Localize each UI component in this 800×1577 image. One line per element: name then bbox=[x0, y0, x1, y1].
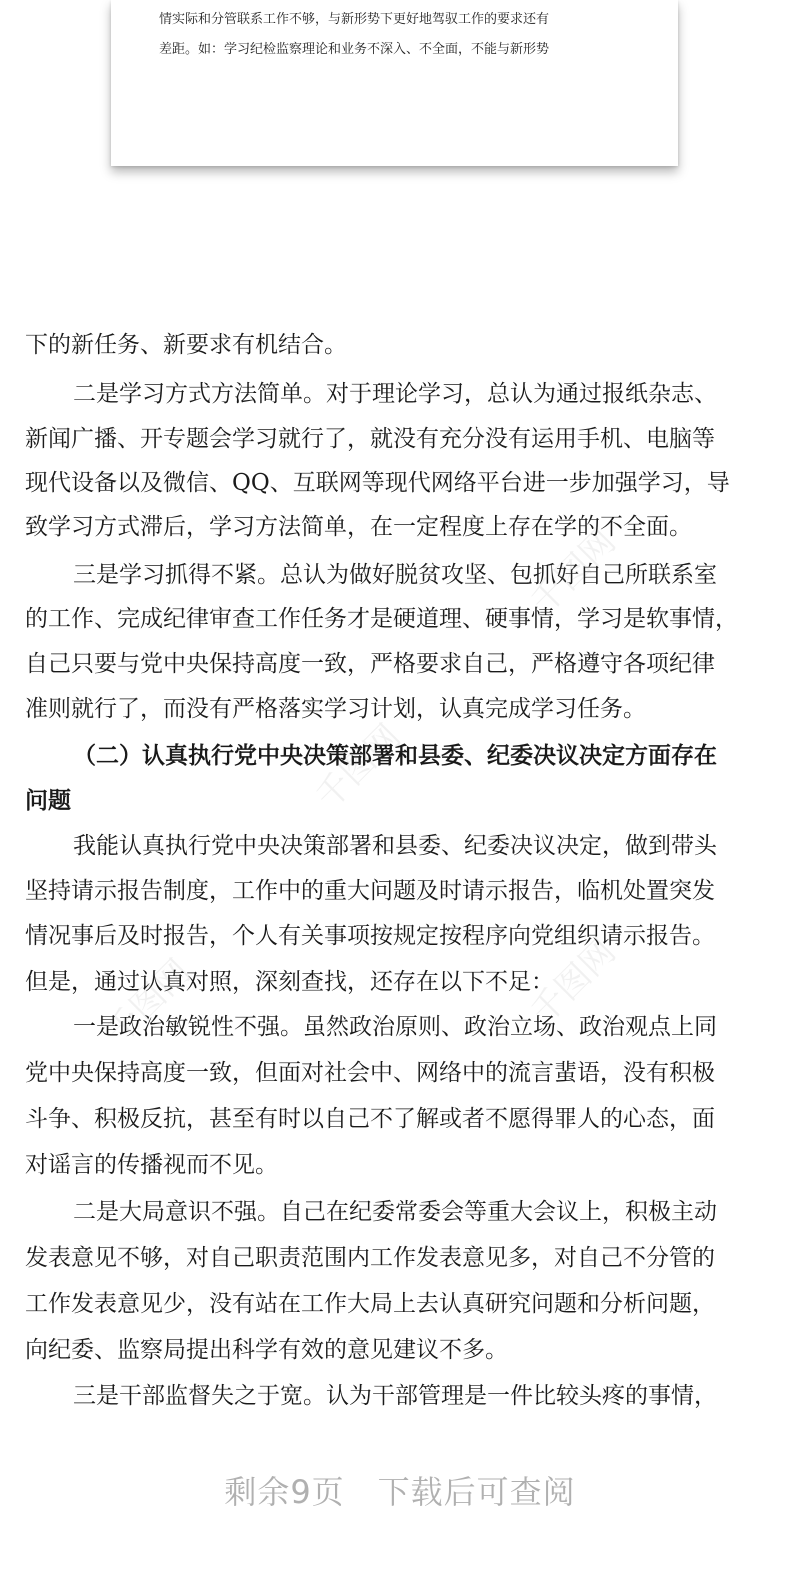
body-line: 二是学习方式方法简单。对于理论学习，总认为通过报纸杂志、 bbox=[73, 381, 717, 407]
watermark: 千图网 bbox=[523, 931, 624, 1033]
preview-page-card bbox=[111, 0, 678, 166]
preview-line: 情实际和分管联系工作不够，与新形势下更好地驾驭工作的要求还有 bbox=[159, 12, 550, 27]
body-line: 二是大局意识不强。自己在纪委常委会等重大会议上，积极主动 bbox=[73, 1199, 717, 1225]
body-line: 三是学习抓得不紧。总认为做好脱贫攻坚、包抓好自己所联系室 bbox=[73, 562, 717, 588]
body-line: 下的新任务、新要求有机结合。 bbox=[25, 332, 347, 358]
watermark: 千图网 bbox=[308, 716, 409, 818]
body-line: 工作发表意见少，没有站在工作大局上去认真研究问题和分析问题， bbox=[25, 1291, 715, 1317]
body-line: 但是，通过认真对照，深刻查找，还存在以下不足： bbox=[25, 969, 554, 995]
body-line: 三是干部监督失之于宽。认为干部管理是一件比较头疼的事情， bbox=[73, 1383, 717, 1409]
body-line: 对谣言的传播视而不见。 bbox=[25, 1152, 278, 1178]
body-line: 一是政治敏锐性不强。虽然政治原则、政治立场、政治观点上同 bbox=[73, 1014, 717, 1040]
preview-line: 差距。如：学习纪检监察理论和业务不深入、不全面，不能与新形势 bbox=[159, 42, 550, 57]
body-line: 我能认真执行党中央决策部署和县委、纪委决议决定，做到带头 bbox=[73, 833, 717, 859]
body-line: 发表意见不够，对自己职责范围内工作发表意见多，对自己不分管的 bbox=[25, 1245, 715, 1271]
watermark: 千图网 bbox=[523, 521, 624, 623]
body-line: 党中央保持高度一致，但面对社会中、网络中的流言蜚语，没有积极 bbox=[25, 1060, 715, 1086]
body-line: 新闻广播、开专题会学习就行了，就没有充分没有运用手机、电脑等 bbox=[25, 426, 715, 452]
body-line: 向纪委、监察局提出科学有效的意见建议不多。 bbox=[25, 1337, 508, 1363]
body-line: 情况事后及时报告，个人有关事项按规定按程序向党组织请示报告。 bbox=[25, 923, 715, 949]
body-line: 致学习方式滞后，学习方法简单，在一定程度上存在学的不全面。 bbox=[25, 514, 692, 540]
body-line: 现代设备以及微信、QQ、互联网等现代网络平台进一步加强学习，导 bbox=[25, 470, 730, 496]
body-line: 坚持请示报告制度，工作中的重大问题及时请示报告，临机处置突发 bbox=[25, 878, 715, 904]
body-line: 准则就行了，而没有严格落实学习计划，认真完成学习任务。 bbox=[25, 696, 646, 722]
body-line: 的工作、完成纪律审查工作任务才是硬道理、硬事情，学习是软事情， bbox=[25, 606, 738, 632]
remaining-pages-notice[interactable]: 剩余9页 下载后可查阅 bbox=[224, 1473, 576, 1511]
body-line: 斗争、积极反抗，甚至有时以自己不了解或者不愿得罪人的心态，面 bbox=[25, 1106, 715, 1132]
body-line: 自己只要与党中央保持高度一致，严格要求自己，严格遵守各项纪律 bbox=[25, 651, 715, 677]
section-heading: （二）认真执行党中央决策部署和县委、纪委决议决定方面存在 bbox=[73, 742, 717, 769]
watermark: 千图网 bbox=[98, 951, 199, 1053]
section-heading-cont: 问题 bbox=[25, 787, 71, 814]
